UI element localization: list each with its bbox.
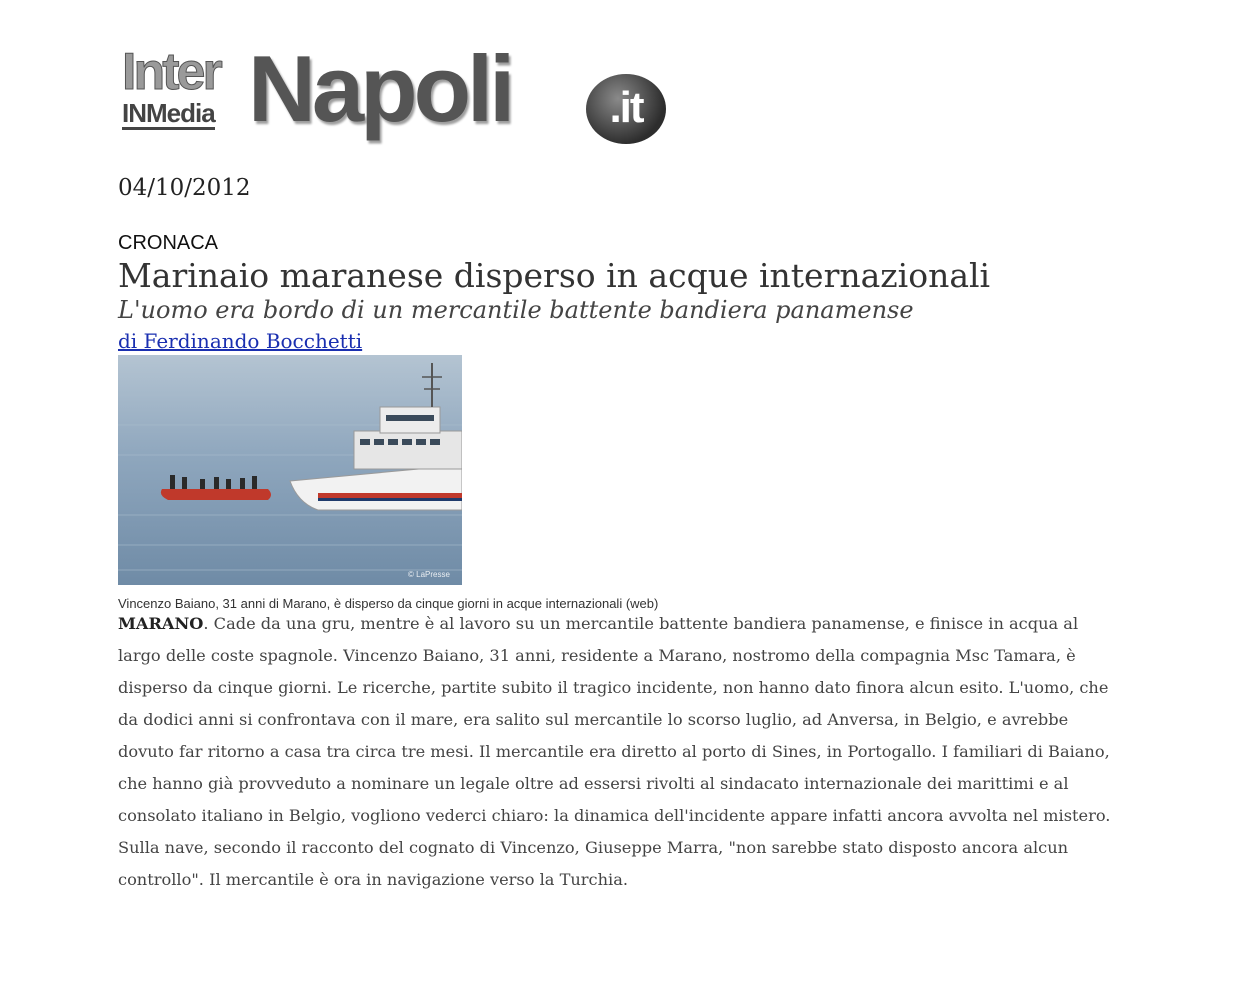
article-headline: Marinaio maranese disperso in acque internazionali [118,256,991,295]
article-photo [118,355,462,585]
logo-inmedia-text: INMedia [122,98,215,128]
photo-credit: © LaPresse [408,570,450,579]
article-subtitle: L'uomo era bordo di un mercantile battente bandiera panamense [118,296,914,324]
article-body-text: . Cade da una gru, mentre è al lavoro su un mercantile battente bandiera panamense, e finisce in acqua al largo delle coste spagnole. Vincenzo Baiano, 31 anni, residente a Marano, nostromo della compagnia Msc Tamara, è disperso da cinque giorni. Le ricerche, partite subito il tragico incidente, non hanno dato finora alcun esito. L'uomo, che da dodici anni si confrontava con il mare, era salito sul mercantile lo scorso luglio, ad Anversa, in Belgio, e avrebbe dovuto far ritorno a casa tra circa tre mesi. Il mercantile era diretto al porto di Sines, in Portogallo. I familiari di Baiano, che hanno già provveduto a nominare un legale oltre ad essersi rivolti al sindacato internazionale dei marittimi e al consolato italiano in Belgio, vogliono vederci chiaro: la dinamica dell'incidente appare infatti ancora avvolta nel mistero. Sulla nave, secondo il racconto del cognato di Vincenzo, Giuseppe Marra, "non sarebbe stato disposto ancora alcun controllo". Il mercantile è ora in navigazione verso la Turchia. [118,614,1111,889]
article-section: CRONACA [118,232,219,254]
site-logo[interactable] [118,36,678,154]
article-body [118,608,1118,896]
logo-napoli-text: Napoli [248,36,512,141]
photo-caption: Vincenzo Baiano, 31 anni di Marano, è disperso da cinque giorni in acque internazionali (web) [118,596,659,611]
logo-inter-text: Inter [122,43,220,101]
lead-place: MARANO [118,614,204,633]
article-date: 04/10/2012 [118,175,251,201]
logo-tld-badge: .it [586,74,666,144]
author-link[interactable]: di Ferdinando Bocchetti [118,329,363,353]
